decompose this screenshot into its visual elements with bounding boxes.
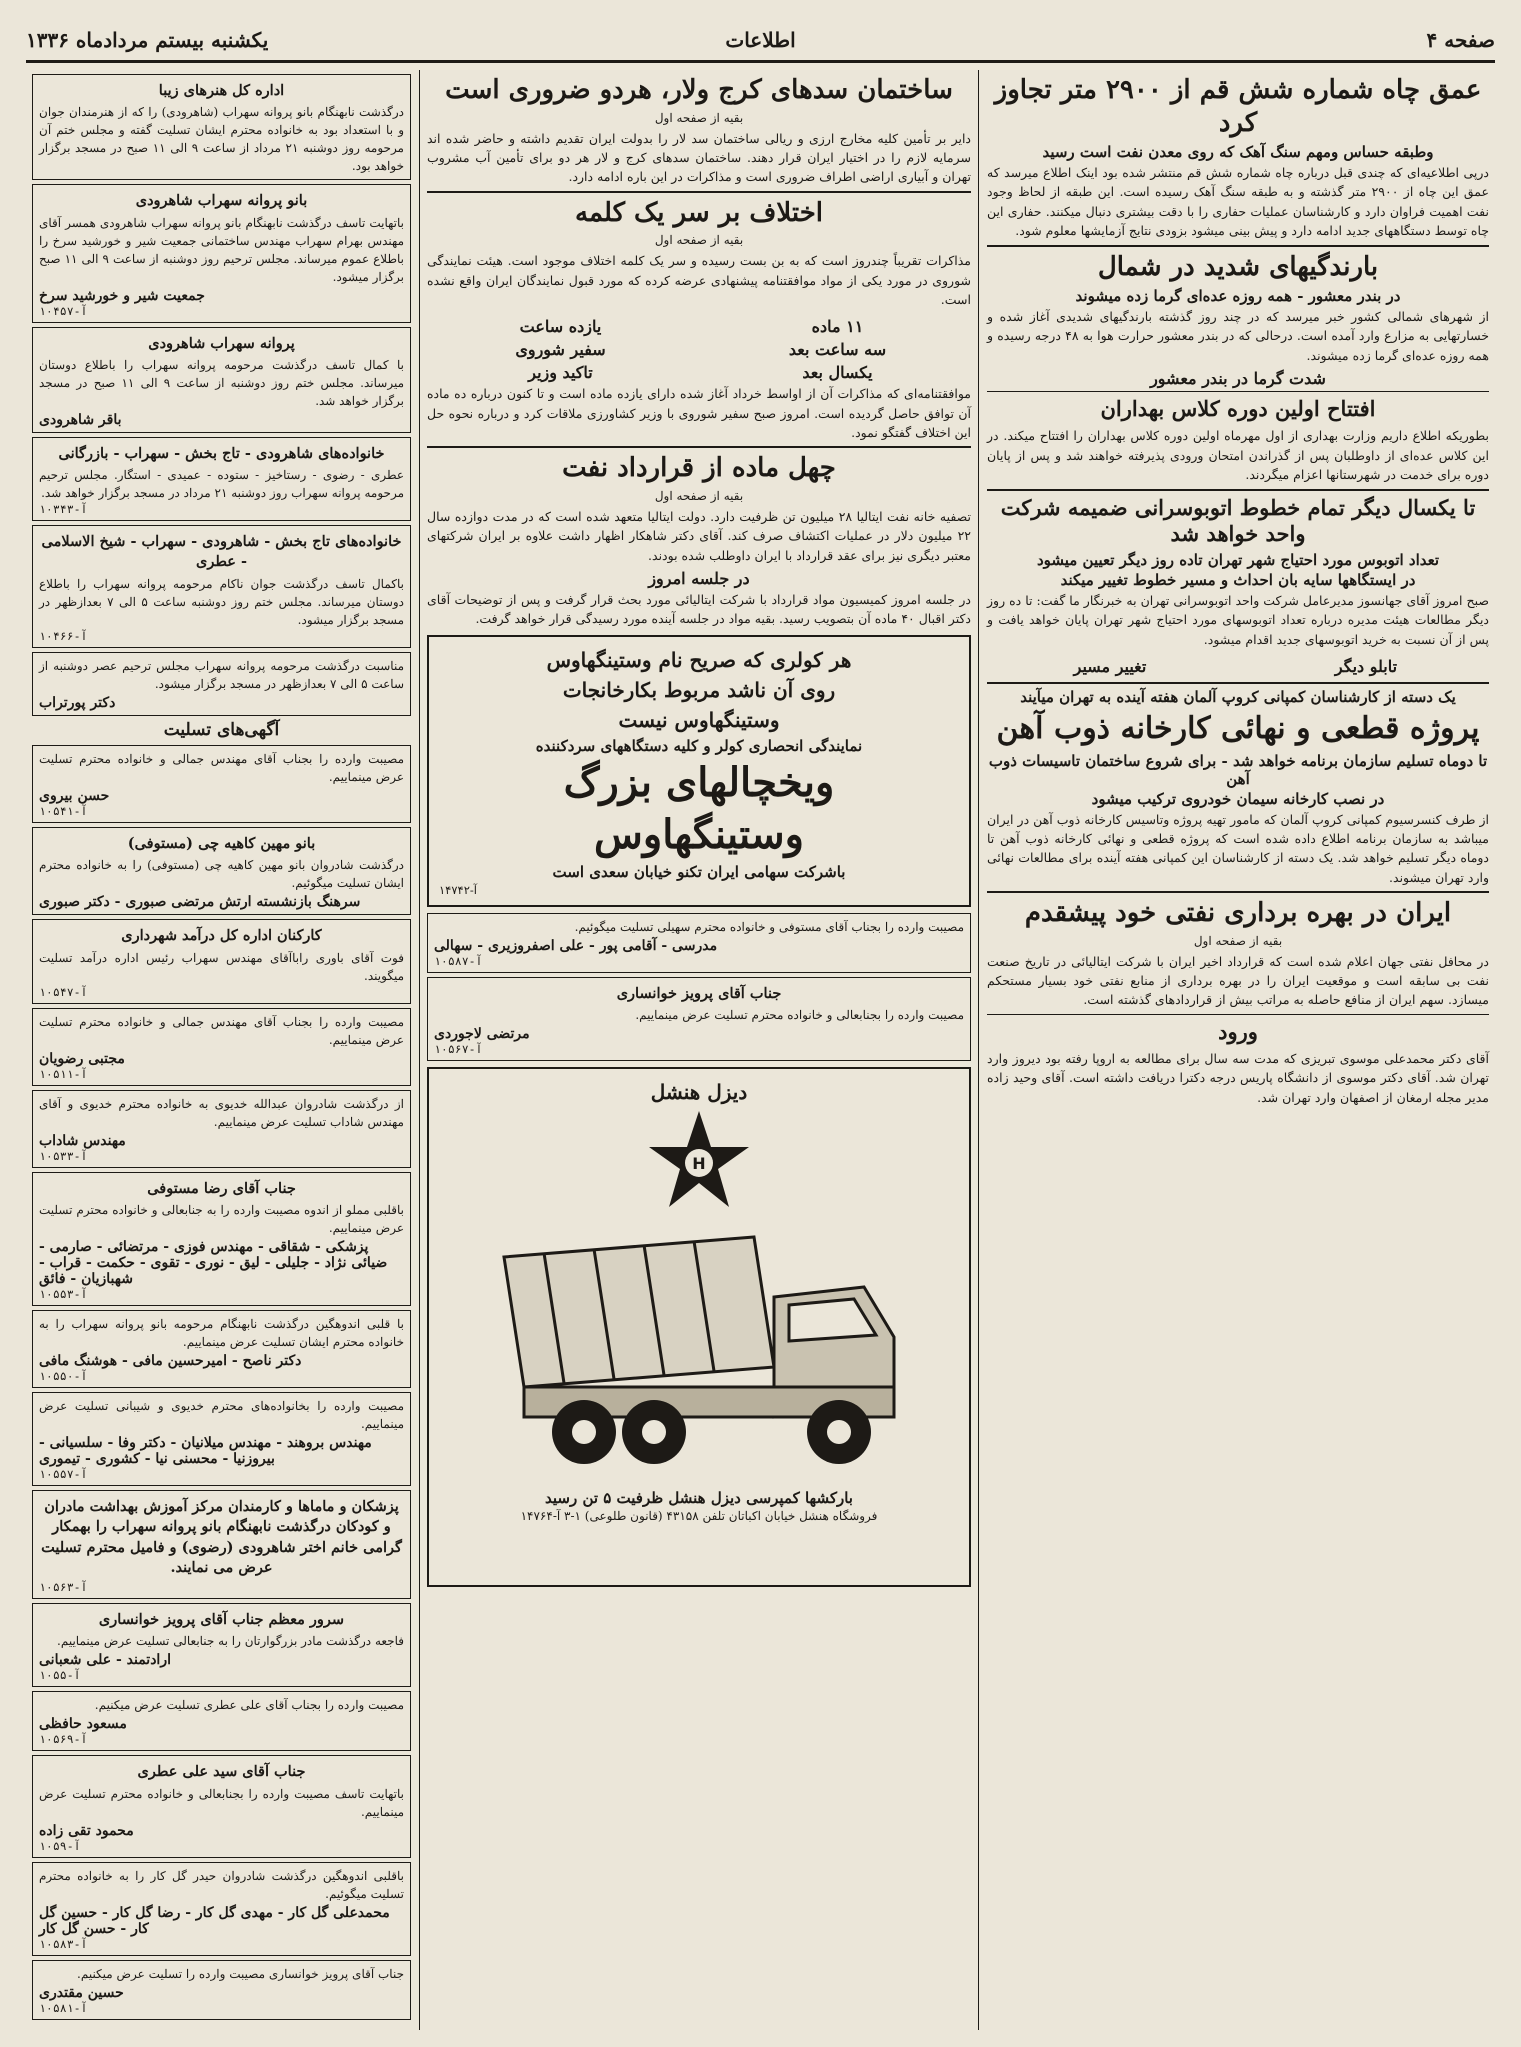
condolence-notice	[32, 184, 411, 322]
headline: چهل ماده از قرارداد نفت	[562, 453, 836, 484]
notice-body: فاجعه درگذشت مادر بزرگوارتان را به جنابعالی تسلیت عرض مینماییم.	[57, 1634, 404, 1649]
condolence-notice	[32, 1310, 411, 1388]
headline: ساختمان سدهای کرج ولار، هردو ضروری است	[445, 75, 953, 105]
notice-signature: جمعیت شیر و خورشید سرخ	[39, 287, 205, 304]
condolence-notice	[32, 1960, 411, 2020]
article-dispute	[427, 197, 971, 443]
notice-signature: پزشکی - شقاقی - مهندس فوزی - مرتضائی - صارمی - ضیائی نژاد - جلیلی - لیق - نوری - تقوی - حکمت - قراب - شهبازیان - فائق	[39, 1238, 388, 1287]
notice-body: باتهایت تاسف درگذشت نابهنگام بانو پروانه سهراب شاهرودی همسر آقای مهندس بهرام سهراب مهندس ساختمانی جمعیت شیر و خورشید سرخ را باطلاع عموم میرساند. مجلس ترحیم روز دوشنبه از ساعت ۹ الی ۱۱ صبح برگزار میشود.	[39, 215, 404, 284]
notice-signature: مسعود حافظی	[39, 1716, 127, 1733]
byline: بقیه از صفحه اول	[654, 110, 744, 125]
condolence-notice	[32, 1490, 411, 1599]
left-column	[26, 70, 417, 2030]
kicker: در نصب کارخانه سیمان خودروی ترکیب میشود	[1091, 789, 1385, 808]
notice-code: آ-۱۰۵۵۳	[39, 1286, 88, 1301]
notice-body: مصیبت وارده را بجناب آقای مهندس جمالی و خانواده محترم تسلیت عرض مینماییم.	[39, 752, 404, 785]
issue-date: یکشنبه بیستم مردادماه ۱۳۳۶	[26, 28, 269, 52]
ad-line: روی آن ناشد مربوط بکارخانجات	[562, 677, 836, 702]
notice-code: آ-۱۰۵۳۳	[39, 1148, 88, 1163]
article-body: در جلسه امروز کمیسیون مواد قرارداد با شرکت ایتالیائی مورد بحث قرار گرفت و پس از توضیحات آقای دکتر اقبال ۴۰ ماده آن بتصویب رسید. بقیه مواد در جلسه آینده مورد رسیدگی قرار خواهد گرفت.	[427, 592, 971, 627]
ad-code: آ-۱۴۷۴۲	[439, 882, 477, 897]
notice-title: جناب آقای پرویز خوانساری	[616, 984, 782, 1002]
byline: بقیه از صفحه اول	[654, 233, 744, 248]
condolence-notice	[32, 745, 411, 823]
notice-code: آ-۱۰۵۸۱	[39, 2000, 88, 2015]
subheading: در جلسه امروز	[648, 569, 750, 588]
headline: ایران در بهره برداری نفتی خود پیشقدم	[1024, 898, 1452, 929]
notice-title: اداره کل هنرهای زیبا	[158, 82, 285, 99]
kicker: تا دوماه تسلیم سازمان برنامه خواهد شد - برای شروع ساختمان تاسیسات ذوب آهن	[988, 751, 1488, 788]
headline: اختلاف بر سر یک کلمه	[575, 197, 823, 228]
article-well-depth	[987, 74, 1489, 241]
notice-title: جناب آقای سید علی عطری	[137, 1763, 306, 1781]
notice-code: آ-۱۰۵۵	[39, 1668, 81, 1683]
notice-code: آ-۱۰۵۴۷	[39, 984, 88, 999]
condolence-notice	[427, 913, 971, 973]
notice-body: باقلبی اندوهگین درگذشت شادروان حیدر گل کار را به خانواده محترم تسلیت میگوئیم.	[39, 1868, 404, 1901]
notice-body: مناسبت درگذشت مرحومه پروانه سهراب مجلس ترحیم عصر دوشنبه از ساعت ۵ الی ۷ بعدازظهر در مسجد برگزار میشود.	[39, 658, 404, 691]
subheading: سفیر شوروی	[515, 340, 606, 360]
notice-body: درگذشت شادروان بانو مهین کاهیه چی (مستوفی) را به خانواده محترم ایشان تسلیت میگوئیم.	[39, 858, 404, 891]
notice-body: با کمال تاسف درگذشت مرحومه پروانه سهراب را باطلاع دوستان میرساند. مجلس ختم روز دوشنبه از ساعت ۹ الی ۱۱ صبح در مسجد برگزار خواهد شد.	[39, 357, 404, 408]
masthead	[26, 20, 1495, 63]
notice-title: خانواده‌های تاج بخش - شاهرودی - سهراب - شیخ الاسلامی - عطری	[41, 533, 402, 571]
notice-body: جناب آقای پرویز خوانساری مصیبت وارده را تسلیت عرض میکنیم.	[77, 1966, 404, 1981]
divider	[427, 446, 971, 448]
dump-truck-icon	[484, 1217, 914, 1487]
notice-title: بانو مهین کاهیه چی (مستوفی)	[127, 835, 316, 853]
notice-signature: حسین مقتدری	[39, 1984, 124, 2001]
notice-signature: مرتضی لاجوردی	[434, 1026, 530, 1043]
notice-body: مصیبت وارده را بخانواده‌های محترم خدیوی و شیبانی تسلیت عرض مینماییم.	[39, 1398, 404, 1431]
subheading: تغییر مسیر	[1073, 657, 1147, 677]
kicker: وطبقه حساس ومهم سنگ آهک که روی معدن نفت است رسید	[1042, 143, 1434, 161]
byline: بقیه از صفحه اول	[654, 488, 744, 503]
article-steel	[987, 688, 1489, 887]
notice-body: مصیبت وارده را بجناب آقای مهندس جمالی و خانواده محترم تسلیت عرض مینماییم.	[39, 1014, 404, 1047]
headline: تا یکسال دیگر تمام خطوط اتوبوسرانی ضمیمه شرکت واحد خواهد شد	[1000, 494, 1476, 546]
condolence-notice	[32, 74, 411, 180]
condolence-notice	[32, 327, 411, 433]
condolence-notice	[32, 652, 411, 716]
headline: عمق چاه شماره شش قم از ۲۹۰۰ متر تجاوز کرد	[994, 75, 1482, 138]
notice-signature: باقر شاهرودی	[39, 411, 122, 428]
article-body: موافقتنامه‌ای که مذاکرات آن از اواسط خرداد آغاز شده دارای یازده ماده است و تا کنون درباره ده ماده آن توافق حاصل گردیده است. امروز صبح سفیر شوروی با وزیر کشاورزی ملاقات کرد و درباره نحوه حل این اختلاف گفتگو نمود.	[427, 386, 971, 440]
condolence-notice	[427, 977, 971, 1061]
divider	[987, 489, 1489, 491]
subheading: سه ساعت بعد	[788, 340, 887, 360]
notice-body: باقلبی مملو از اندوه مصیبت وارده را به جنابعالی و خانواده محترم تسلیت عرض مینماییم.	[39, 1202, 404, 1235]
article-body: از شهرهای شمالی کشور خبر میرسد که در چند روز گذشته بارندگیهای شدیدی آغاز شده و خسارتهایی به مزارع وارد آمده است. درحالی که در بندر معشور حرارت هوا به ۴۸ درجه رسیده و همه روزه عده‌ای گرما زده میشوند.	[987, 309, 1489, 363]
notice-title: کارکنان اداره کل درآمد شهرداری	[121, 927, 322, 945]
article-arrival	[987, 1019, 1489, 1107]
ad-headline: هر کولری که صریح نام وستینگهاوس	[546, 647, 852, 672]
headline: پروژه قطعی و نهائی کارخانه ذوب آهن	[996, 711, 1480, 747]
headline: بارندگیهای شدید در شمال	[1097, 251, 1379, 282]
article-dams	[427, 74, 971, 187]
notice-code: آ-۱۰۳۴۳	[39, 502, 88, 517]
ad-caption: بارکشها کمپرسی دیزل هنشل ظرفیت ۵ تن رسید	[545, 1489, 853, 1508]
divider	[987, 682, 1489, 684]
condolence-notice	[32, 827, 411, 915]
condolence-notice	[32, 919, 411, 1003]
subheading: ۱۱ ماده	[811, 317, 864, 337]
notice-title: پروانه سهراب شاهرودی	[148, 334, 295, 352]
condolence-notice	[32, 1862, 411, 1956]
notice-code: آ-۱۰۵۱۱	[39, 1066, 88, 1081]
notice-title: بانو پروانه سهراب شاهرودی	[135, 192, 308, 210]
subheading: تابلو دیگر	[1334, 657, 1398, 677]
ad-big-text: وستینگهاوس	[594, 810, 804, 858]
article-oil-40	[427, 452, 971, 628]
notice-title: خانواده‌های شاهرودی - تاج بخش - سهراب - بازرگانی	[58, 444, 385, 462]
divider	[427, 191, 971, 193]
column-rule	[419, 70, 420, 2030]
ad-line: وستینگهاوس نیست	[618, 707, 780, 732]
notice-code: آ-۱۰۴۶۶	[39, 628, 88, 643]
subsections	[427, 313, 971, 384]
kicker: در بندر معشور - همه روزه عده‌ای گرما زده میشوند	[1075, 287, 1401, 305]
notice-signature: مجتبی رضویان	[39, 1050, 125, 1067]
notice-code: آ-۱۰۵۵۰	[39, 1368, 88, 1383]
subheading: یازده ساعت	[519, 317, 602, 337]
condolence-notice	[32, 1172, 411, 1306]
notice-body: فوت آقای باوری راباآقای مهندس سهراب رئیس اداره درآمد تسلیت میگویند.	[39, 950, 404, 983]
notice-title: سرور معظم جناب آقای پرویز خوانساری	[98, 1611, 345, 1629]
article-body: صبح امروز آقای جهانسوز مدیرعامل شرکت واحد اتوبوسرانی تهران به خبرنگار ما گفت: تا ده روز دیگر مطالعات هیئت مدیره درباره تعداد اتوبوسهای مورد احتیاج شهر تهران پایان خواهد یافت و پس از آن نسبت به خرید اتوبوسهای جدید اقدام میشود.	[987, 593, 1489, 647]
divider	[987, 1014, 1489, 1015]
notice-code: آ-۱۰۵۶۹	[39, 1732, 88, 1747]
article-class	[987, 396, 1489, 484]
condolence-notice	[32, 525, 411, 648]
byline: بقیه از صفحه اول	[1193, 933, 1283, 948]
notice-title: جناب آقای رضا مستوفی	[147, 1179, 296, 1197]
notice-signature: دکتر پورتراب	[39, 694, 116, 711]
ad-brand: دیزل هنشل	[650, 1080, 748, 1105]
article-oil-lead	[987, 897, 1489, 1010]
section-title: آگهی‌های تسلیت	[163, 719, 280, 740]
condolence-notice	[32, 1603, 411, 1687]
notice-code: آ-۱۰۵۶۳	[39, 1580, 88, 1595]
henschel-truck-ad	[427, 1067, 971, 1587]
subheading: شدت گرما در بندر معشور	[1150, 369, 1326, 389]
subsections	[987, 653, 1489, 678]
kicker: یک دسته از کارشناسان کمپانی کروپ آلمان هفته آینده به تهران میآیند	[1020, 688, 1456, 707]
paper-name: اطلاعات	[725, 28, 796, 52]
article-bus	[987, 495, 1489, 679]
notice-body: باکمال تاسف درگذشت جوان ناکام مرحومه پروانه سهراب را باطلاع دوستان میرساند. مجلس ختم روز دوشنبه ساعت ۵ الی ۷ بعدازظهر در مسجد برگزار میشود.	[39, 576, 405, 627]
article-body: در محافل نفتی جهان اعلام شده است که قرارداد اخیر ایران با شرکت ایتالیائی در تاریخ صنعت نفت بی سابقه است و موقعیت ایران را در بهره برداری از منابع نفتی خود بسیار مستحکم میسازد. سهم ایران از منافع حاصله به مراتب بیش از قراردادهای گذشته است.	[987, 953, 1489, 1008]
notice-signature: مدرسی - آقامی پور - علی اصفروزیری - سهالی	[434, 937, 718, 954]
divider	[987, 391, 1489, 392]
divider	[987, 245, 1489, 247]
notice-signature: سرهنگ بازنشسته ارتش مرتضی صبوری - دکتر صبوری	[39, 894, 361, 911]
condolence-notice	[32, 437, 411, 521]
article-body: آقای دکتر محمدعلی موسوی تبریزی که مدت سه سال برای مطالعه به اروپا رفته بود دیروز وارد تهران شد. آقای دکتر موسوی از دانشگاه پاریس درجه دکترا دریافت داشته است. آقای وحید زاده مدیر مجله ارمغان از اصفهان وارد تهران شد.	[987, 1051, 1489, 1105]
notice-signature: مهندس بروهند - مهندس میلانیان - دکتر وفا - سلسیانی - بیروزنیا - محسنی نیا - کشوری - تیموری	[39, 1434, 372, 1467]
notice-signature: حسن بیروی	[39, 788, 110, 805]
ad-address: فروشگاه هنشل خیابان اکباتان تلفن ۴۳۱۵۸ (قانون طلوعی) ۱-۳ آ-۱۴۷۶۴	[520, 1509, 878, 1524]
subheading: تاکید وزیر	[528, 363, 593, 383]
notice-body: عطری - رضوی - رستاخیز - ستوده - عمیدی - استگار. مجلس ترحیم مرحومه پروانه سهراب روز دوشنبه ۲۱ مرداد در مسجد برگزار خواهد شد.	[39, 468, 404, 501]
divider	[987, 891, 1489, 893]
henschel-star-logo-icon	[639, 1107, 759, 1217]
notice-body: پزشکان و ماماها و کارمندان مرکز آموزش بهداشت مادران و کودکان درگذشت نابهنگام بانو پروانه سهراب را بهمکار گرامی خانم اختر شاهرودی (رضوی) و فامیل محترم تسلیت عرض می نمایند.	[41, 1497, 402, 1576]
article-body: درپی اطلاعیه‌ای که چندی قبل درباره چاه شماره شش قم منتشر شده بود اینک اطلاع میرسد که عمق این چاه از ۲۹۰۰ متر گذشته و به طبقه سنگ آهک رسیده است. این طبقه از لحاظ وجود نفت اهمیت فراوان دارد و کارشناسان عملیات حفاری را با دقت بیشتری دنبال میکنند. حفاری این چاه توسط دستگاههای جدید ادامه دارد و پیش بینی میشود بزودی نتایج آزمایشها معلوم شود.	[987, 165, 1489, 239]
ad-big-text: ویخچالهای بزرگ	[563, 758, 835, 806]
notice-signature: محمود تقی زاده	[39, 1822, 134, 1839]
notice-code: آ-۱۰۴۵۷	[39, 303, 88, 318]
condolence-notice	[32, 1755, 411, 1857]
notice-body: مصیبت وارده را بجنابعالی و خانواده محترم تسلیت عرض مینماییم.	[635, 1008, 964, 1023]
notice-body: مصیبت وارده را بجناب آقای علی عطری تسلیت عرض میکنیم.	[94, 1698, 404, 1713]
headline: افتتاح اولین دوره کلاس بهداران	[1100, 396, 1376, 422]
column-rule	[978, 70, 979, 2030]
article-body: تصفیه خانه نفت ایتالیا ۲۸ میلیون تن ظرفیت دارد. دولت ایتالیا متعهد شده است که در مدت دوازده سال ۲۲ میلیون دلار در عملیات اکتشاف صرف کند. آقای دکتر شاهکار اظهار داشت علاوه بر ایران شرکتهای معتبر دیگری نیز برای عقد قرارداد با ایران داوطلب شده بودند.	[427, 508, 971, 563]
notice-signature: دکتر ناصح - امیرحسین مافی - هوشنگ مافی	[39, 1352, 302, 1369]
page-number: صفحه ۴	[1426, 28, 1495, 52]
notice-body: باتهایت تاسف مصیبت وارده را بجنابعالی و خانواده محترم تسلیت عرض مینماییم.	[39, 1786, 404, 1819]
kicker: در ایستگاهها سایه بان احداث و مسیر خطوط تغییر میکند	[1060, 571, 1416, 589]
ad-line: نمایندگی انحصاری کولر و کلیه دستگاههای سردکننده	[535, 736, 863, 755]
notice-body: با قلبی اندوهگین درگذشت نابهنگام مرحومه بانو پروانه سهراب را به خانواده محترم ایشان تسلیت عرض مینماییم.	[39, 1316, 404, 1349]
notice-code: آ-۱۰۵۶۷	[434, 1042, 483, 1057]
article-body: از طرف کنسرسیوم کمپانی کروپ آلمان که مامور تهیه پروژه وتاسیس کارخانه ذوب آهن در ایران میباشد به سازمان برنامه اطلاع داده شده است که پروژه قطعی و نهائی کارخانه ذوب آهن تا دوماه دیگر تسلیم خواهد شد. یک دسته از کارشناسان این کمپانی هفته آینده برای مطالعات نهائی وارد تهران میشوند.	[987, 811, 1489, 885]
notice-body: درگذشت نابهنگام بانو پروانه سهراب (شاهرودی) را که از هنرمندان جوان و با استعداد بود به خانواده محترم ایشان تسلیت گفته و مجلس ختم آن مرحومه روز دوشنبه ۲۱ مرداد از ساعت ۹ الی ۱۱ صبح در مسجد برگزار خواهد بود.	[39, 105, 404, 174]
article-body: بطوریکه اطلاع داریم وزارت بهداری از اول مهرماه اولین دوره کلاس بهداران را افتتاح میکند. در این کلاس عده‌ای از داوطلبان پس از گذراندن امتحان ورودی پذیرفته خواهند شد و پس از پایان دوره برای خدمت در شهرستانها اعزام میگردند.	[987, 428, 1489, 483]
headline: ورود	[1218, 1018, 1258, 1044]
middle-column	[421, 70, 977, 2030]
notice-signature: مهندس شاداب	[39, 1132, 126, 1149]
kicker: تعداد اتوبوس مورد احتیاج شهر تهران تاده روز دیگر تعیین میشود	[1036, 551, 1440, 569]
notice-code: آ-۱۰۵۸۷	[434, 953, 483, 968]
westinghouse-ad	[427, 635, 971, 907]
notice-code: آ-۱۰۵۹	[39, 1838, 81, 1853]
notice-signature: محمدعلی گل کار - مهدی گل کار - رضا گل کار - حسین گل کار - حسن گل کار	[39, 1904, 390, 1937]
right-column	[981, 70, 1495, 2030]
notice-body: مصیبت وارده را بجناب آقای مستوفی و خانواده محترم سهیلی تسلیت میگوئیم.	[574, 919, 964, 934]
subheading: یکسال بعد	[802, 363, 873, 383]
notice-code: آ-۱۰۵۸۳	[39, 1936, 88, 1951]
notice-signature: ارادتمند - علی شعبانی	[39, 1652, 171, 1669]
notice-code: آ-۱۰۵۴۱	[39, 804, 88, 819]
article-body: مذاکرات تقریباً چندروز است که به بن بست رسیده و سر یک کلمه اختلاف موجود است. هیئت نمایندگی شوروی در مورد یکی از مواد موافقتنامه پیشنهادی عرضه کرده که مورد قبول نمایندگان ایران واقع نشده است.	[427, 253, 971, 307]
article-body: دایر بر تأمین کلیه مخارج ارزی و ریالی ساختمان سد لار را بدولت ایران تقدیم داشته و حاضر شده اند سرمایه لازم را در اختیار ایران قرار دهند. ساختمان سدهای کرج و لار هر دو برای تأمین آب مشروب تهران و آبیاری اراضی اطراف ضروری است و مذاکرات در این باره ادامه دارد.	[427, 130, 971, 185]
notice-body: از درگذشت شادروان عبدالله خدیوی به خانواده محترم خدیوی و آقای مهندس شاداب تسلیت عرض مینماییم.	[39, 1096, 404, 1129]
columns	[26, 70, 1495, 2030]
condolence-notice	[32, 1691, 411, 1751]
svg-text:H: H	[692, 1154, 706, 1174]
condolence-notice	[32, 1392, 411, 1486]
condolence-notice	[32, 1090, 411, 1168]
article-rain	[987, 251, 1489, 389]
notice-code: آ-۱۰۵۵۷	[39, 1466, 88, 1481]
ad-footer: باشرکت سهامی ایران تکنو خیابان سعدی است	[552, 862, 846, 881]
condolence-notice	[32, 1008, 411, 1086]
